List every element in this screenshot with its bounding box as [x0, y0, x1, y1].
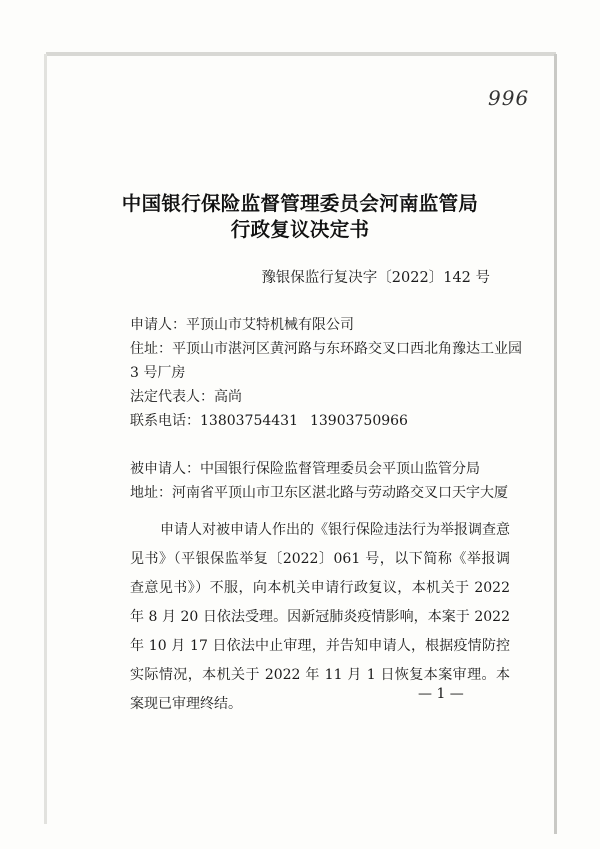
respondent-line: [130, 458, 480, 478]
respondent-address-line: [130, 482, 508, 502]
phone-line: [130, 410, 408, 430]
document-title-line2: 行政复议决定书: [230, 218, 370, 241]
scan-edge-left: [44, 54, 47, 824]
scan-edge-right: [554, 54, 557, 834]
scan-edge-top: [46, 52, 556, 56]
document-title-line1: 中国银行保险监督管理委员会河南监管局: [121, 192, 479, 215]
page-footer-number: — 1 —: [418, 686, 464, 702]
respondent-address-label: 地址：: [130, 485, 172, 501]
respondent-name: 中国银行保险监督管理委员会平顶山监管分局: [200, 461, 480, 477]
legal-rep-label: 法定代表人：: [130, 389, 214, 405]
applicant-address-line2: 3 号厂房: [130, 365, 186, 381]
applicant-name: 平顶山市艾特机械有限公司: [186, 317, 354, 333]
phone-number-1: 13803754431: [200, 413, 298, 429]
applicant-address-line: [130, 338, 522, 358]
document-number: 豫银保监行复决字〔2022〕142 号: [261, 270, 490, 286]
applicant-label: 申请人：: [130, 317, 186, 333]
legal-rep-name: 高尚: [214, 389, 242, 405]
body-paragraph: 申请人对被申请人作出的《银行保险违法行为举报调查意见书》（平银保监举复〔2022〕061 号，以下简称《举报调查意见书》）不服，向本机关申请行政复议，本机关于 2022 年 8 月 20 日依法受理。因新冠肺炎疫情影响，本案于 2022 年 10 月 17 日依法中止审理，并告知申请人，根据疫情防控实际情况，本机关于 2022 年 11 月 1 日恢复本案审理。本案现已审理终结。: [130, 522, 510, 712]
respondent-address: 河南省平顶山市卫东区湛北路与劳动路交叉口天宇大厦: [172, 485, 508, 501]
respondent-label: 被申请人：: [130, 461, 200, 477]
phone-number-2: 13903750966: [309, 413, 408, 429]
applicant-address-label: 住址：: [130, 341, 172, 357]
applicant-address: 平顶山市湛河区黄河路与东环路交叉口西北角豫达工业园: [172, 341, 522, 357]
applicant-line: [130, 314, 354, 334]
legal-rep-line: [130, 386, 242, 406]
handwritten-page-number: 996: [488, 86, 530, 110]
phone-label: 联系电话：: [130, 413, 200, 429]
